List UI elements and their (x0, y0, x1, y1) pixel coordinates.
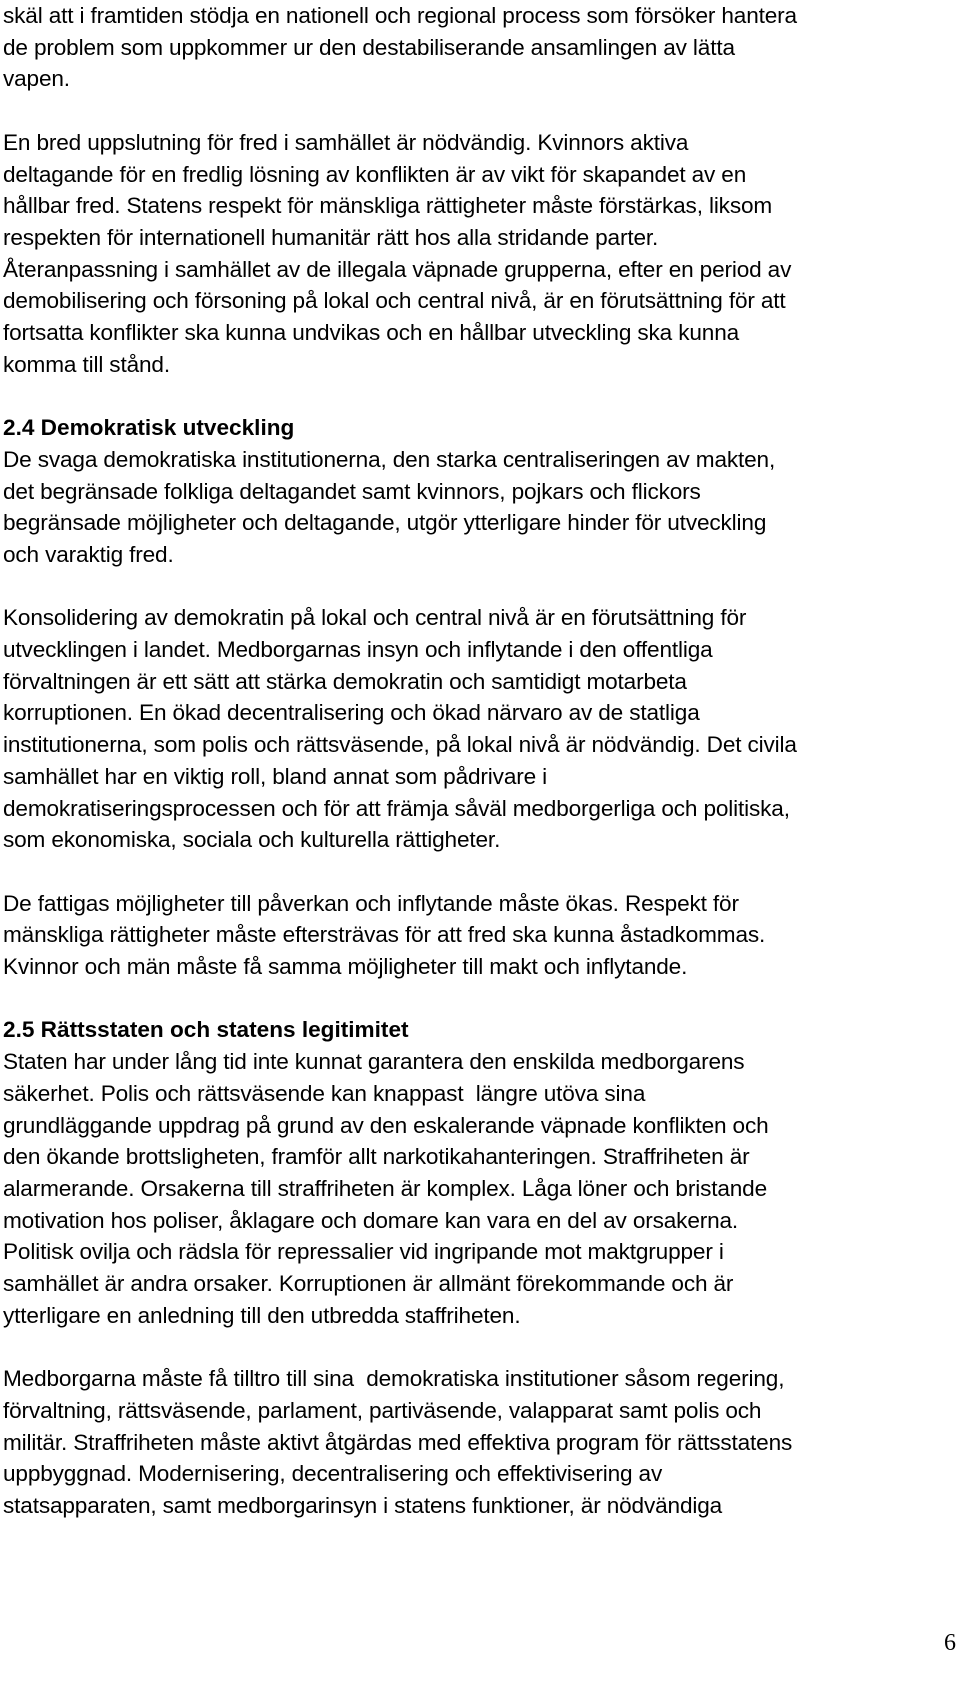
text-line: mänskliga rättigheter måste eftersträvas för att fred ska kunna åstadkommas. (3, 922, 766, 948)
text-line: deltagande för en fredlig lösning av konflikten är av vikt för skapandet av en (3, 161, 747, 187)
text-line: uppbyggnad. Modernisering, decentralisering och effektivisering av (3, 1461, 663, 1487)
text-line: alarmerande. Orsakerna till straffriheten är komplex. Låga löner och bristande (3, 1175, 768, 1201)
text-line: De svaga demokratiska institutionerna, den starka centraliseringen av makten, (3, 446, 776, 472)
text-line: institutionerna, som polis och rättsväsende, på lokal nivå är nödvändig. Det civila (3, 732, 797, 758)
text-line: De fattigas möjligheter till påverkan och inflytande måste ökas. Respekt för (3, 890, 739, 916)
text-line: förvaltning, rättsväsende, parlament, partiväsende, valapparat samt polis och (3, 1397, 762, 1423)
section-2-5-paragraph-1 (3, 1046, 953, 1331)
section-2-4-paragraph-3 (3, 888, 953, 983)
text-line: säkerhet. Polis och rättsväsende kan knappast längre utöva sina (3, 1080, 646, 1106)
text-line: Konsolidering av demokratin på lokal och central nivå är en förutsättning för (3, 605, 747, 631)
section-heading-2-4: 2.4 Demokratisk utveckling (3, 415, 295, 441)
text-line: Kvinnor och män måste få samma möjligheter till makt och inflytande. (3, 954, 688, 980)
text-line: det begränsade folkliga deltagandet samt kvinnors, pojkars och flickors (3, 478, 701, 504)
text-line: motivation hos poliser, åklagare och domare kan vara en del av orsakerna. (3, 1207, 739, 1233)
text-line: komma till stånd. (3, 351, 170, 377)
text-line: de problem som uppkommer ur den destabiliserande ansamlingen av lätta (3, 34, 735, 60)
text-line: En bred uppslutning för fred i samhället är nödvändig. Kvinnors aktiva (3, 129, 689, 155)
text-line: grundläggande uppdrag på grund av den eskalerande väpnade konflikten och (3, 1112, 769, 1138)
paragraph-gap (3, 95, 953, 127)
text-line: demokratiseringsprocessen och för att främja såväl medborgerliga och politiska, (3, 795, 790, 821)
text-line: samhället är andra orsaker. Korruptionen är allmänt förekommande och är (3, 1271, 734, 1297)
text-line: respekten för internationell humanitär rätt hos alla stridande parter. (3, 224, 659, 250)
text-line: begränsade möjligheter och deltagande, utgör ytterligare hinder för utveckling (3, 510, 767, 536)
text-line: Återanpassning i samhället av de illegala väpnade grupperna, efter en period av (3, 256, 792, 282)
text-line: korruptionen. En ökad decentralisering och ökad närvaro av de statliga (3, 700, 700, 726)
section-2-4-paragraph-2 (3, 602, 953, 856)
paragraph-gap (3, 983, 953, 1015)
paragraph-gap (3, 571, 953, 603)
paragraph-gap (3, 856, 953, 888)
page-number: 6 (944, 1630, 956, 1656)
text-line: militär. Straffriheten måste aktivt åtgärdas med effektiva program för rättsstatens (3, 1429, 793, 1455)
text-line: ytterligare en anledning till den utbredda staffriheten. (3, 1302, 521, 1328)
text-line: vapen. (3, 66, 70, 92)
section-2-5-paragraph-2 (3, 1363, 953, 1522)
text-line: fortsatta konflikter ska kunna undvikas och en hållbar utveckling ska kunna (3, 320, 740, 346)
text-line: Politisk ovilja och rädsla för repressalier vid ingripande mot maktgrupper i (3, 1239, 724, 1265)
text-line: och varaktig fred. (3, 541, 174, 567)
paragraph-gap (3, 380, 953, 412)
text-line: statsapparaten, samt medborgarinsyn i statens funktioner, är nödvändiga (3, 1492, 723, 1518)
text-line: samhället har en viktig roll, bland annat som pådrivare i (3, 763, 548, 789)
text-line: Staten har under lång tid inte kunnat garantera den enskilda medborgarens (3, 1049, 745, 1075)
section-2-4-paragraph-1 (3, 444, 953, 571)
text-line: demobilisering och försoning på lokal och central nivå, är en förutsättning för att (3, 288, 786, 314)
text-line: den ökande brottsligheten, framför allt narkotikahanteringen. Straffriheten är (3, 1144, 750, 1170)
paragraph-gap (3, 1331, 953, 1363)
text-line: utvecklingen i landet. Medborgarnas insyn och inflytande i den offentliga (3, 637, 713, 663)
text-line: som ekonomiska, sociala och kulturella rättigheter. (3, 827, 501, 853)
text-line: hållbar fred. Statens respekt för mänskliga rättigheter måste förstärkas, liksom (3, 193, 773, 219)
intro-paragraph (3, 0, 953, 95)
text-line: förvaltningen är ett sätt att stärka demokratin och samtidigt motarbeta (3, 668, 687, 694)
peace-paragraph (3, 127, 953, 381)
text-line: skäl att i framtiden stödja en nationell och regional process som försöker hantera (3, 3, 797, 28)
document-page (3, 0, 953, 1522)
text-line: Medborgarna måste få tilltro till sina demokratiska institutioner såsom regering, (3, 1366, 785, 1392)
section-heading-2-5: 2.5 Rättsstaten och statens legitimitet (3, 1017, 409, 1043)
